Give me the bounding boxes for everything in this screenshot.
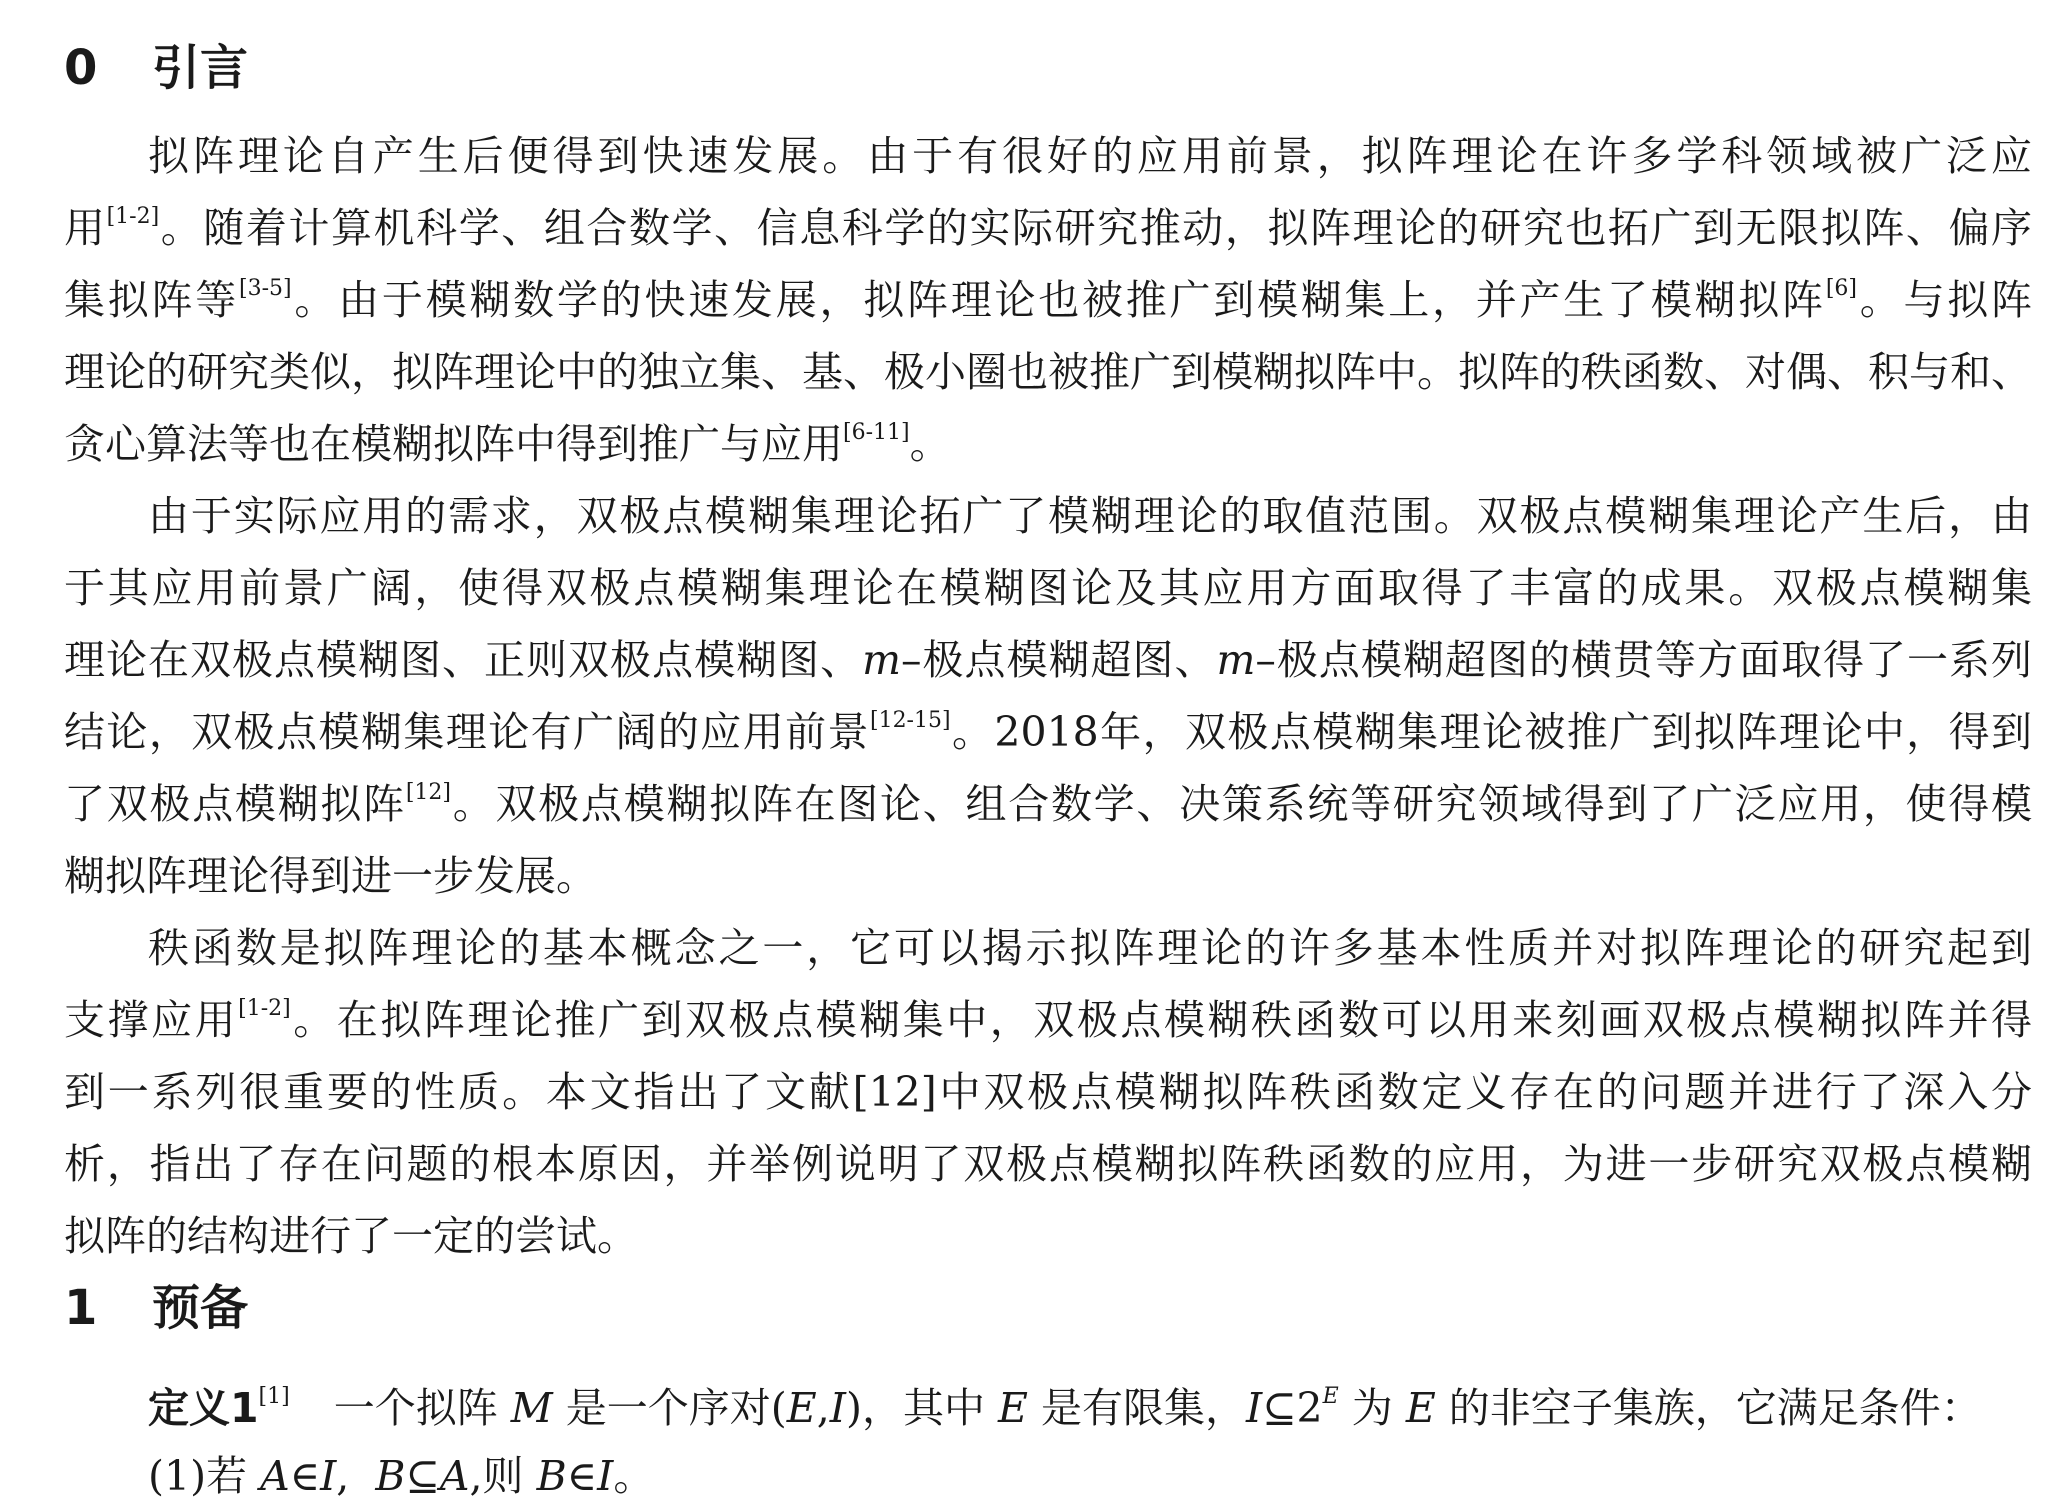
text-run: –极点模糊超图的横贯等方面取得了一系列 xyxy=(1255,636,2032,684)
citation: [12-15] xyxy=(869,708,951,734)
text-run: 。 xyxy=(613,1452,655,1500)
section-heading-0 xyxy=(64,38,248,98)
paragraph-line xyxy=(64,984,2032,1056)
math-variable: A xyxy=(260,1452,290,1500)
text-run: 秩函数是拟阵理论的基本概念之一，它可以揭示拟阵理论的许多基本性质并对拟阵理论的研究起到 xyxy=(148,924,2032,972)
paragraph-line xyxy=(64,1128,2032,1200)
text-run: 一个拟阵 xyxy=(333,1384,498,1432)
text-run: 析，指出了存在问题的根本原因，并举例说明了双极点模糊拟阵秩函数的应用，为进一步研究双极点模糊 xyxy=(64,1140,2032,1188)
paragraph-line xyxy=(148,120,2032,192)
text-run: )，其中 xyxy=(845,1384,985,1432)
text-run: (1)若 xyxy=(148,1452,248,1500)
text-run: , xyxy=(336,1452,376,1500)
text-run: –极点模糊超图、 xyxy=(900,636,1217,684)
text-run: 理论在双极点模糊图、正则双极点模糊图、 xyxy=(64,636,863,684)
math-variable: B xyxy=(375,1452,406,1500)
paragraph-line xyxy=(148,912,2032,984)
math-variable: A xyxy=(439,1452,470,1500)
paragraph-line xyxy=(64,624,2032,696)
math-variable: M xyxy=(510,1384,553,1432)
text-run: 为 xyxy=(1351,1384,1393,1432)
section-number: 1 xyxy=(64,1280,98,1336)
section-heading-1 xyxy=(64,1278,248,1338)
text-run: 的非空子集族，它满足条件： xyxy=(1448,1384,1982,1432)
paragraph-line xyxy=(64,192,2032,264)
paragraph-line xyxy=(64,1200,2032,1272)
math-superscript: E xyxy=(1322,1384,1339,1410)
text-run: 集拟阵等 xyxy=(64,276,240,324)
text-run: 拟阵理论自产生后便得到快速发展。由于有很好的应用前景，拟阵理论在许多学科领域被广泛应 xyxy=(148,132,2032,180)
text-run: 贪心算法等也在模糊拟阵中得到推广与应用 xyxy=(64,420,843,468)
math-variable: m xyxy=(862,636,901,684)
math-variable: I xyxy=(597,1452,614,1500)
math-symbol: ⊆2 xyxy=(1262,1384,1323,1432)
text-run: 。双极点模糊拟阵在图论、组合数学、决策系统等研究领域得到了广泛应用，使得模 xyxy=(451,780,2032,828)
definition-label: 定义1 xyxy=(148,1384,259,1432)
text-run: 。2018年，双极点模糊集理论被推广到拟阵理论中，得到 xyxy=(950,708,2032,756)
math-symbol: ∈ xyxy=(566,1452,598,1500)
text-run: ,则 xyxy=(469,1452,524,1500)
citation: [1-2] xyxy=(106,204,160,230)
text-run: 结论，双极点模糊集理论有广阔的应用前景 xyxy=(64,708,870,756)
math-variable: E xyxy=(998,1384,1028,1432)
citation: [1] xyxy=(258,1384,290,1410)
math-variable: E xyxy=(786,1384,817,1432)
text-run: 了双极点模糊拟阵 xyxy=(64,780,406,828)
text-run: 拟阵的结构进行了一定的尝试。 xyxy=(64,1212,638,1260)
text-run: 糊拟阵理论得到进一步发展。 xyxy=(64,852,597,900)
paragraph-line xyxy=(64,336,2032,408)
paragraph-line xyxy=(64,552,2032,624)
math-symbol: ∈ xyxy=(289,1452,321,1500)
math-variable: E xyxy=(1405,1384,1436,1432)
paragraph-line xyxy=(64,768,2032,840)
text-run: 用 xyxy=(64,204,107,252)
paragraph-line xyxy=(64,696,2032,768)
paragraph-line xyxy=(64,1056,2032,1128)
text-run: 于其应用前景广阔，使得双极点模糊集理论在模糊图论及其应用方面取得了丰富的成果。双极点模糊集 xyxy=(64,564,2032,612)
text-run: , xyxy=(816,1384,830,1432)
text-run: 到一系列很重要的性质。本文指出了文献[12]中双极点模糊拟阵秩函数定义存在的问题并进行了深入分 xyxy=(64,1068,2032,1116)
definition-line xyxy=(148,1372,2032,1444)
math-symbol: ⊆ xyxy=(405,1452,440,1500)
text-run: 是有限集， xyxy=(1041,1384,1246,1432)
citation: [12] xyxy=(405,780,452,806)
section-title: 预备 xyxy=(152,1280,249,1336)
paragraph-line xyxy=(64,840,2032,912)
citation: [1-2] xyxy=(238,996,291,1022)
math-variable: I xyxy=(1246,1384,1263,1432)
text-run: 是一个序对( xyxy=(565,1384,787,1432)
citation: [6-11] xyxy=(843,420,910,446)
citation: [6] xyxy=(1825,276,1857,302)
math-variable: m xyxy=(1216,636,1256,684)
text-run: 。在拟阵理论推广到双极点模糊集中，双极点模糊秩函数可以用来刻画双极点模糊拟阵并得 xyxy=(290,996,2032,1044)
text-run: 支撑应用 xyxy=(64,996,239,1044)
text-run: 。 xyxy=(909,420,951,468)
section-title: 引言 xyxy=(152,40,249,96)
section-number: 0 xyxy=(64,40,98,96)
paragraph-line xyxy=(64,408,2032,480)
paragraph-line xyxy=(64,264,2032,336)
condition-line xyxy=(148,1440,2032,1512)
citation: [3-5] xyxy=(239,276,292,302)
text-run: 。随着计算机科学、组合数学、信息科学的实际研究推动，拟阵理论的研究也拓广到无限拟阵、偏序 xyxy=(159,204,2032,252)
text-run: 。由于模糊数学的快速发展，拟阵理论也被推广到模糊集上，并产生了模糊拟阵 xyxy=(291,276,1826,324)
math-variable: I xyxy=(320,1452,337,1500)
text-run: 由于实际应用的需求，双极点模糊集理论拓广了模糊理论的取值范围。双极点模糊集理论产生后，由 xyxy=(148,492,2032,540)
math-variable: B xyxy=(536,1452,567,1500)
paragraph-line xyxy=(148,480,2032,552)
math-variable: I xyxy=(829,1384,846,1432)
text-run: 。与拟阵 xyxy=(1857,276,2032,324)
text-run: 理论的研究类似，拟阵理论中的独立集、基、极小圈也被推广到模糊拟阵中。拟阵的秩函数、对偶、积与和、 xyxy=(64,348,2032,396)
